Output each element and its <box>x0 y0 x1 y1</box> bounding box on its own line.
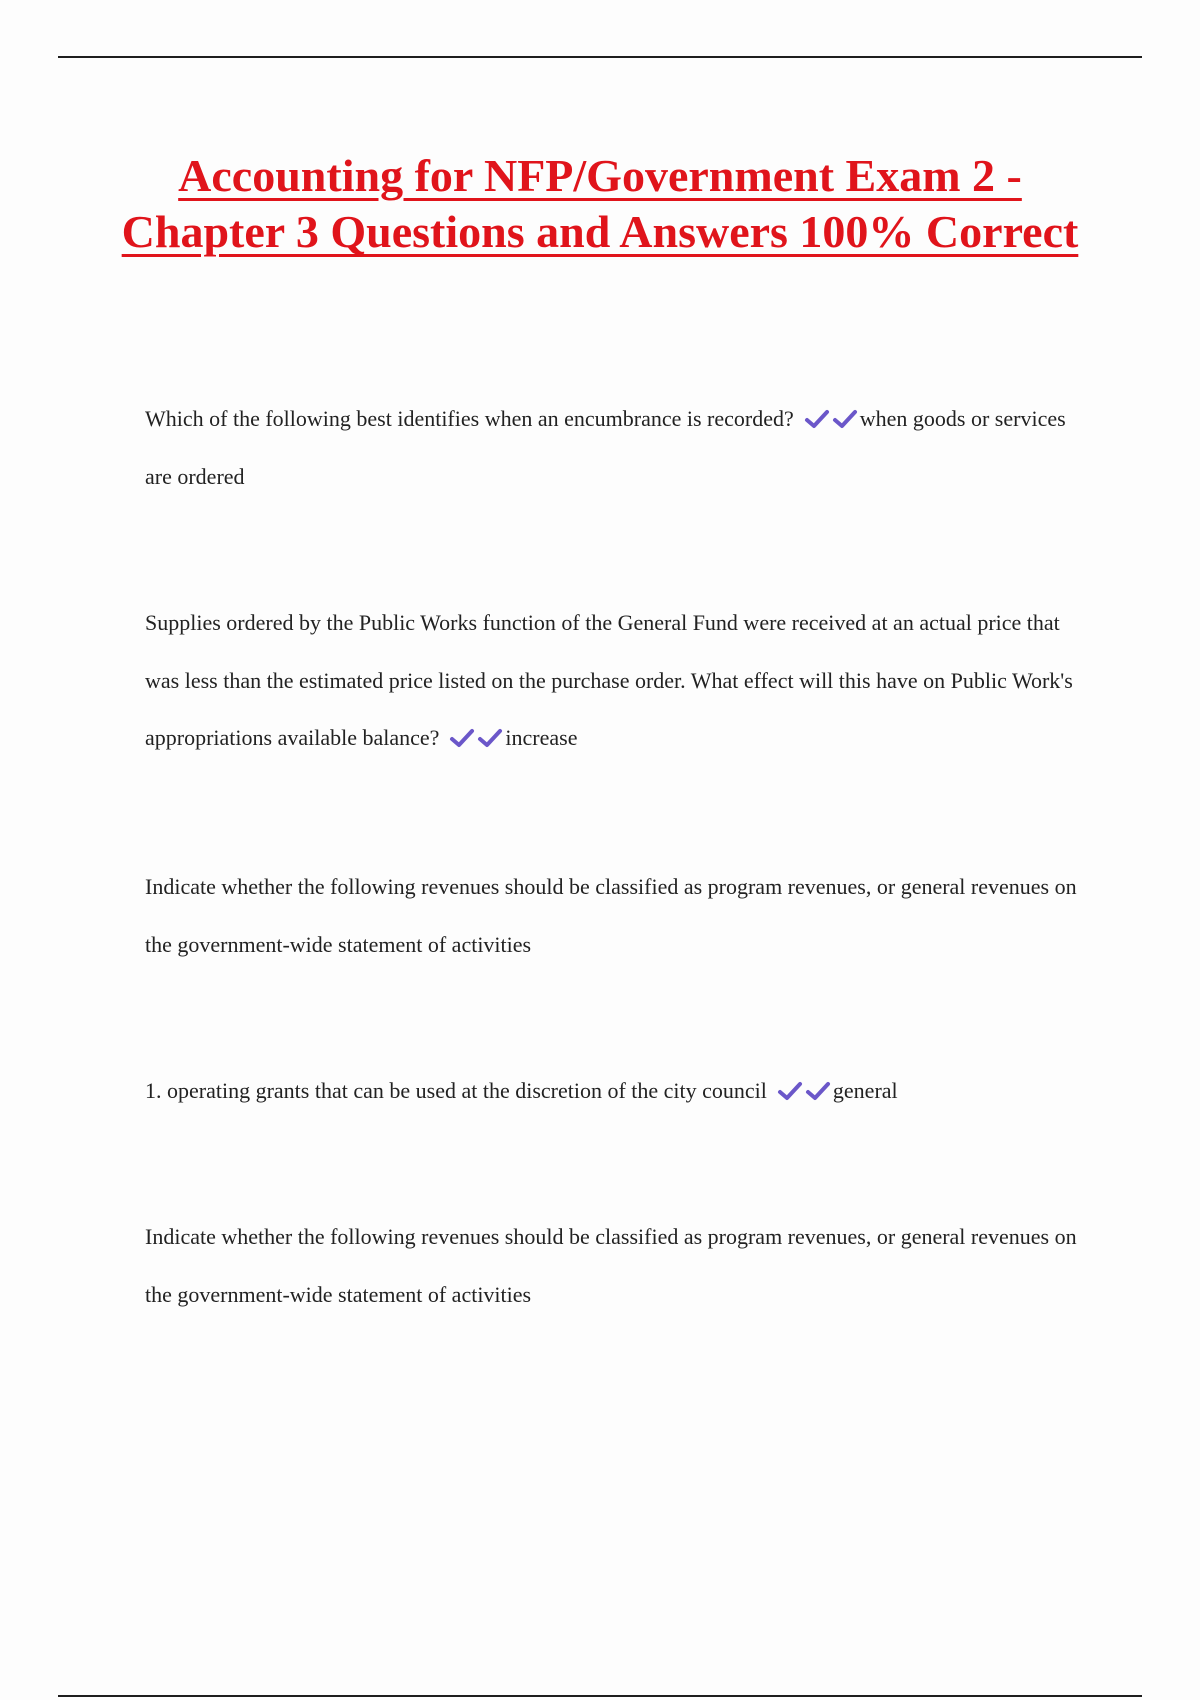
answer-text: when goods or services are ordered <box>145 406 1066 489</box>
answer-text: increase <box>505 725 578 750</box>
footer-rule <box>58 1695 1142 1697</box>
check-icon <box>804 408 830 430</box>
check-icon <box>832 408 858 430</box>
check-icon <box>449 727 475 749</box>
question-text: 1. operating grants that can be used at the discretion of the city council <box>145 1078 767 1103</box>
question-text: Supplies ordered by the Public Works function of the General Fund were received at an actual price that was less than the estimated price listed on the purchase order. What effect will this have on Public Work's appropriations available balance? <box>145 610 1073 750</box>
qa-item-4 <box>145 1062 1085 1120</box>
document-title: Accounting for NFP/Government Exam 2 - Chapter 3 Questions and Answers 100% Correct <box>121 150 1079 257</box>
question-text: Indicate whether the following revenues should be classified as program revenues, or general revenues on the government-wide statement of activities <box>145 1224 1077 1307</box>
check-icon <box>805 1080 831 1102</box>
check-icon <box>477 727 503 749</box>
qa-item-1 <box>145 390 1085 505</box>
header-rule <box>58 56 1142 58</box>
qa-item-5 <box>145 1208 1085 1323</box>
check-icon <box>777 1080 803 1102</box>
qa-item-2 <box>145 594 1085 767</box>
qa-item-3 <box>145 858 1085 973</box>
answer-text: general <box>832 1078 898 1103</box>
question-text: Indicate whether the following revenues should be classified as program revenues, or general revenues on the government-wide statement of activities <box>145 874 1077 957</box>
question-text: Which of the following best identifies when an encumbrance is recorded? <box>145 406 794 431</box>
